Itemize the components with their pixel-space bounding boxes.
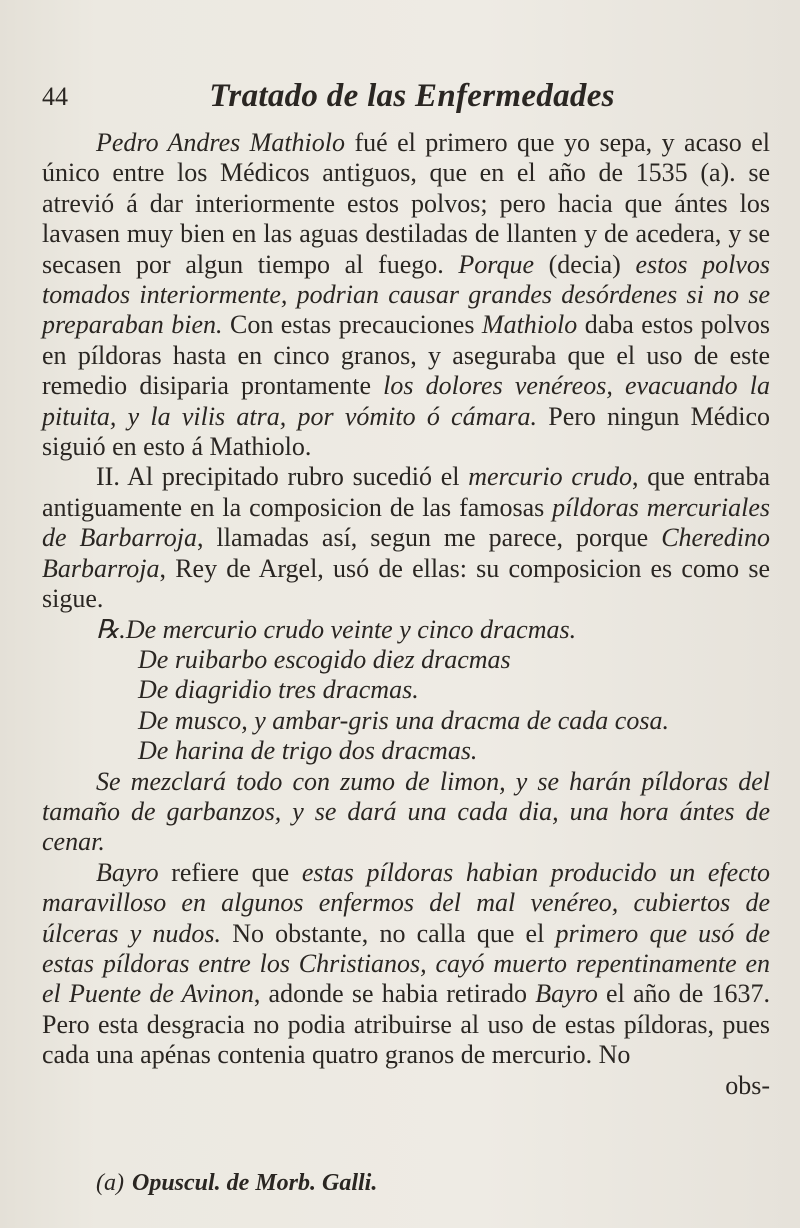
- italic-quote: estos polvos tomados interiormente, podrian causar grandes desórdenes si no se preparaban bien.: [42, 249, 770, 340]
- author-name: Pedro Andres Mathiolo: [96, 128, 346, 157]
- body-text: [42, 128, 770, 1101]
- recipe-line: [42, 615, 770, 645]
- text-run: , adonde se habia retirado: [253, 979, 536, 1009]
- italic-run: Bayro: [535, 979, 598, 1009]
- recipe-line: De diagridio tres dracmas.: [138, 675, 419, 705]
- page-header: [42, 76, 782, 120]
- footnote-mark: (a): [96, 1170, 124, 1196]
- text-run: No obstante, no calla que el: [221, 918, 556, 948]
- text-run: daba estos polvos en píldoras hasta en cinco granos, y aseguraba que el uso de este remedio disiparia prontamente: [42, 310, 771, 401]
- italic-run: estas píldoras habian producido un efecto maravilloso en algunos enfermos del mal venéreo, cubiertos de úlceras y nudos.: [42, 857, 770, 948]
- recipe-symbol-icon: ℞.: [96, 614, 126, 644]
- text-run: el año de 1637. Pero esta desgracia no podia atribuirse al uso de estas píldoras, pues cada una apénas contenia quatro granos de mercurio. No: [42, 979, 771, 1070]
- recipe-text: De mercurio crudo veinte y cinco dracmas.: [125, 614, 577, 644]
- italic-run: Mathiolo: [481, 310, 578, 340]
- recipe-line: De musco, y ambar-gris una dracma de cada cosa.: [138, 705, 669, 735]
- italic-run: mercurio crudo: [468, 462, 632, 492]
- running-title: Tratado de las Enfermedades: [209, 78, 615, 114]
- paragraph-mathiolo: [42, 128, 770, 462]
- text-run: , Rey de Argel, usó de ellas: su composicion es como se sigue.: [42, 553, 770, 614]
- catchword: obs-: [725, 1070, 770, 1100]
- footnote-reference: (a): [700, 158, 730, 188]
- recipe-line: De ruibarbo escogido diez dracmas: [138, 644, 511, 674]
- text-run: fué el primero que yo sepa, y acaso el único entre los Médicos antiguos, que en el año de 1535: [42, 128, 770, 188]
- italic-run: primero que usó de estas píldoras entre los Christianos, cayó muerto repentinamente en el Puente de Avinon: [42, 918, 770, 1009]
- italic-run: píldoras mercuriales de Barbarroja: [42, 492, 770, 553]
- italic-run: los dolores venéreos, evacuando la pituita, y la vilis atra, por vómito ó cámara.: [42, 371, 770, 431]
- recipe-line: De harina de trigo dos dracmas.: [138, 736, 478, 766]
- paragraph-bayro: [42, 858, 770, 1071]
- text-run: , llamadas así, segun me parece, porque: [197, 523, 662, 553]
- page-number: 44: [42, 82, 68, 111]
- text-run: Pero ningun Médico siguió en esto á Mathiolo.: [42, 401, 770, 462]
- recipe-instructions: Se mezclará todo con zumo de limon, y se harán píldoras del tamaño de garbanzos, y se dará una cada dia, una hora ántes de cenar.: [42, 766, 770, 857]
- paragraph-ii: [42, 462, 770, 614]
- footnote-text: Opuscul. de Morb. Galli.: [131, 1170, 378, 1196]
- text-run: (decia): [533, 249, 636, 279]
- italic-run: Cheredino Barbarroja: [42, 523, 770, 583]
- text-run: Con estas precauciones: [222, 310, 482, 340]
- text-run: refiere que: [158, 857, 302, 887]
- recipe-block: [42, 615, 770, 858]
- footnote: [96, 1170, 377, 1197]
- text-run: , que entraba antiguamente en la composicion de las famosas: [42, 462, 770, 522]
- italic-run: Bayro: [96, 857, 159, 887]
- italic-run: Porque: [458, 249, 534, 279]
- text-run: II. Al precipitado rubro sucedió el: [96, 462, 469, 492]
- text-run: . se atrevió á dar interiormente estos polvos; pero hacia que ántes los lavasen muy bien en las aguas destiladas de llanten y de acedera, y se secasen por algun tiempo al fuego.: [42, 158, 770, 279]
